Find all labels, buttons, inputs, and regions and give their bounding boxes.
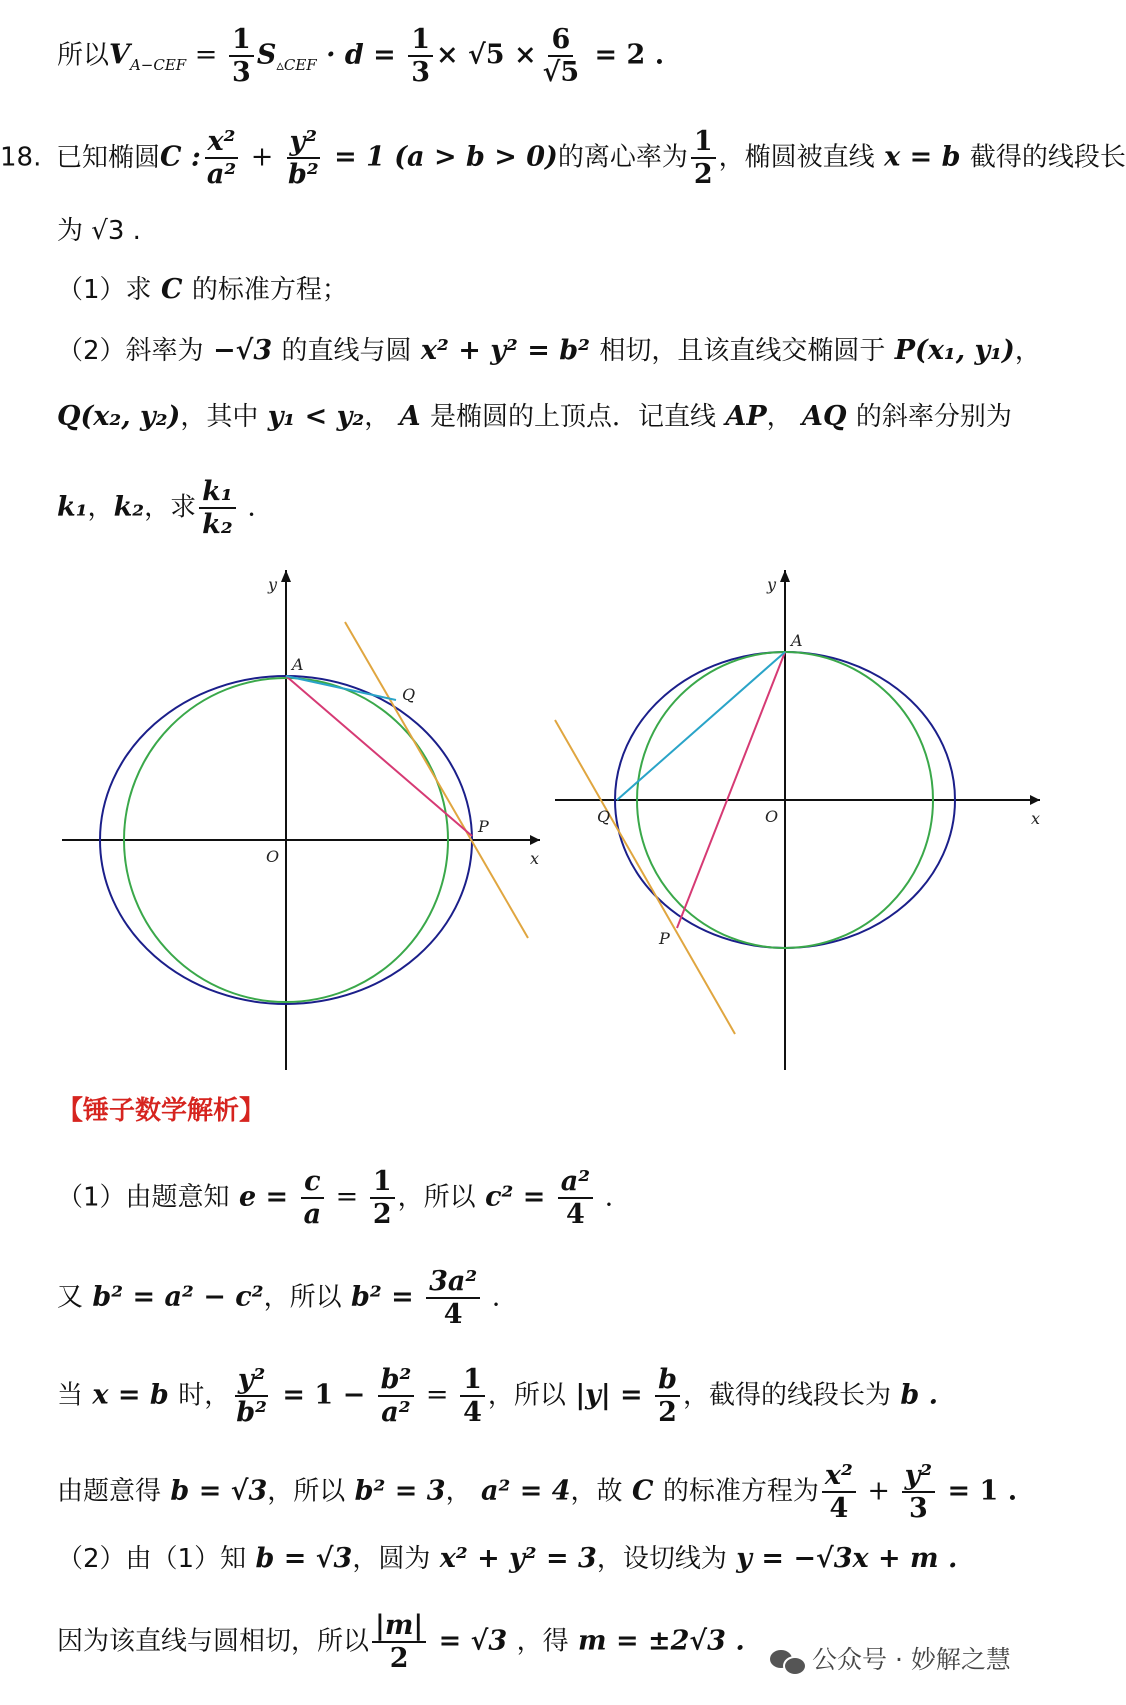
s3-abs: |y| = <box>565 1379 653 1411</box>
wechat-icon <box>770 1648 806 1674</box>
s3-frac-y2-b2: $\frac{\text{y²}}{\text{b²}}$ <box>236 1364 267 1428</box>
s1-frac-a2-4: $\frac{\text{a²}}{4}$ <box>558 1168 593 1228</box>
problem-line-1 <box>0 128 1126 188</box>
part-1-prefix: （1）求 <box>57 275 152 305</box>
s3-frac-b-2: $\frac{b}{2}$ <box>655 1366 680 1426</box>
s4-text-3: 的标准方程为 <box>662 1476 819 1507</box>
part-2-prefix: （2）斜率为 <box>57 336 204 366</box>
q-line-ap: AP <box>715 401 767 432</box>
part-2-text: 的直线与圆 <box>281 336 412 366</box>
q-line-text-3: 的斜率分别为 <box>855 402 1012 432</box>
left-label-y: y <box>268 575 278 594</box>
s2-prefix: 又 <box>57 1282 84 1313</box>
s4-b: b = √3 <box>161 1475 268 1507</box>
s3-prefix: 当 <box>57 1380 84 1411</box>
right-label-p: P <box>659 929 670 948</box>
solution-line-6 <box>57 1612 745 1672</box>
line-x-eq-b: x = b <box>874 141 970 173</box>
s2-b2: b² = <box>341 1281 424 1313</box>
fraction-y2-b2: $\frac{\text{y²}}{\text{b²}}$ <box>287 126 319 190</box>
s1-e: e = <box>229 1181 298 1213</box>
s4-comma: ， <box>445 1476 472 1507</box>
s6-prefix: 因为该直线与圆相切，所以 <box>57 1626 370 1657</box>
part-2-point-p: P(x₁, y₁) <box>885 335 1015 366</box>
k-line <box>57 478 256 538</box>
s1-end: . <box>596 1181 614 1213</box>
eq-sign: = <box>186 39 227 71</box>
s3-text-2: ，所以 <box>487 1380 566 1411</box>
chord-text: ，椭圆被直线 <box>718 142 875 173</box>
k-ask: ，求 <box>144 492 197 523</box>
part-1-line <box>57 276 348 303</box>
right-label-x: x <box>1031 809 1041 828</box>
s5-b: b = √3 <box>246 1543 353 1574</box>
solution-header: 【锤子数学解析】 <box>57 1096 266 1126</box>
q-line-text: ，其中 <box>180 402 259 432</box>
area-subscript: ▵CEF <box>276 55 317 74</box>
s5-tangent: y = −√3x + m . <box>726 1543 958 1574</box>
volume-symbol: V <box>109 39 130 71</box>
fraction-k1-k2: $\frac{\text{k₁}}{\text{k₂}}$ <box>199 478 236 538</box>
s2-frac: $\frac{\text{3a²}}{4}$ <box>426 1268 480 1328</box>
s4-c: C <box>622 1475 663 1507</box>
s6-m: m = ±2√3 . <box>568 1625 745 1657</box>
eccentricity-text: 的离心率为 <box>557 142 688 173</box>
s1-c2: c² = <box>475 1181 555 1213</box>
top-result: = 2 . <box>585 39 665 71</box>
s4-a2: a² = 4 <box>471 1475 571 1507</box>
s5-text: ，圆为 <box>352 1544 431 1574</box>
s2-text: ，所以 <box>263 1282 342 1313</box>
solution-line-1 <box>57 1168 613 1228</box>
s3-frac-quarter: $\frac{1}{4}$ <box>460 1366 485 1426</box>
figure-right <box>545 560 1055 1080</box>
s5-prefix: （2）由（1）知 <box>57 1544 247 1574</box>
s4-b2: b² = 3 <box>345 1475 446 1507</box>
s5-text-2: ，设切线为 <box>596 1544 727 1574</box>
left-tangent-line <box>345 622 528 938</box>
top-prefix: 所以 <box>57 40 110 71</box>
problem-intro: 已知椭圆 <box>55 142 160 173</box>
right-line-ap <box>677 652 785 928</box>
q-line-a: A <box>390 401 430 432</box>
figure-left <box>40 560 560 1080</box>
ellipse-label: C : <box>159 141 201 173</box>
solution-line-4 <box>57 1462 1017 1522</box>
dot-d: · d = <box>316 39 406 71</box>
s4-frac-y2-3: $\frac{\text{y²}}{3}$ <box>902 1462 936 1522</box>
s2-formula: b² = a² − c² <box>83 1281 264 1313</box>
fraction-six-sqrt5: $\frac{6}{√5}$ <box>542 24 580 88</box>
s4-text-2: ，故 <box>570 1476 623 1507</box>
fraction-one-third-2: $\frac{1}{3}$ <box>408 26 433 86</box>
left-label-p: P <box>478 817 489 836</box>
part-1-suffix: 的标准方程； <box>191 275 348 305</box>
s4-frac-x2-4: $\frac{\text{x²}}{4}$ <box>822 1462 856 1522</box>
s6-text: ，得 <box>516 1626 569 1657</box>
s4-prefix: 由题意得 <box>57 1476 162 1507</box>
watermark <box>770 1640 1011 1676</box>
part-2-text-2: 相切，且该直线交椭圆于 <box>599 336 886 366</box>
q-line-comma: ， <box>364 402 391 432</box>
q-line-comma-2: ， <box>766 402 793 432</box>
s1-frac-half: $\frac{1}{2}$ <box>370 1168 395 1228</box>
right-y-arrow <box>780 570 790 582</box>
solution-line-2 <box>57 1268 500 1328</box>
top-formula-line <box>57 26 664 86</box>
right-label-o: O <box>765 807 779 826</box>
plus-sign: + <box>242 141 282 173</box>
right-label-a: A <box>791 631 803 650</box>
q-line <box>57 403 1012 430</box>
solution-line-5 <box>57 1545 957 1572</box>
s4-text: ，所以 <box>267 1476 346 1507</box>
part-2-circle: x² + y² = b² <box>411 335 600 366</box>
solution-line-3 <box>57 1366 938 1426</box>
s6-sqrt3: = √3 <box>429 1625 517 1657</box>
k-end: . <box>238 491 256 523</box>
volume-subscript: A−CEF <box>129 55 187 74</box>
s1-text: ，所以 <box>397 1182 476 1213</box>
left-label-o: O <box>266 847 280 866</box>
s3-x: x = b <box>83 1379 179 1411</box>
right-label-y: y <box>767 575 777 594</box>
s5-circle: x² + y² = 3 <box>430 1543 597 1574</box>
part-2-line <box>57 337 1041 364</box>
part-2-comma: ， <box>1014 336 1041 366</box>
watermark-text: 公众号 · 妙解之慧 <box>812 1645 1011 1674</box>
q-line-text-2: 是椭圆的上顶点．记直线 <box>429 402 716 432</box>
s1-prefix: （1）由题意知 <box>57 1182 230 1213</box>
k2: k₂ <box>113 491 145 523</box>
fraction-one-third: $\frac{1}{3}$ <box>229 26 254 86</box>
chord-text-2: 截得的线段长 <box>969 142 1126 173</box>
fraction-x2-a2: $\frac{\text{x²}}{\text{a²}}$ <box>204 128 239 188</box>
left-line-ap <box>286 676 472 836</box>
left-label-a: A <box>292 655 304 674</box>
s3-end: b . <box>890 1379 939 1411</box>
left-y-arrow <box>281 570 291 582</box>
k-sep: ， <box>87 492 114 523</box>
s1-eq: = <box>327 1181 367 1213</box>
area-symbol: S <box>256 39 277 71</box>
right-tangent-line <box>555 720 735 1034</box>
problem-line-2: 为 √3 . <box>57 216 141 246</box>
problem-number: 18. <box>0 142 42 173</box>
right-x-arrow <box>1030 795 1040 805</box>
right-line-aq <box>617 652 785 800</box>
s1-frac-c-a: $\frac{c}{a}$ <box>301 1168 325 1228</box>
s3-eq: = 1 − <box>272 1379 375 1411</box>
part-1-c: C <box>151 274 192 305</box>
times-sqrt5: × √5 × <box>436 39 537 71</box>
left-x-arrow <box>530 835 540 845</box>
q-line-cond: y₁ < y₂ <box>258 401 365 432</box>
s2-end: . <box>483 1281 501 1313</box>
s3-frac-b2-a2: $\frac{\text{b²}}{\text{a²}}$ <box>378 1366 415 1426</box>
part-2-slope: −√3 <box>203 335 282 366</box>
s3-eq2: = <box>417 1379 458 1411</box>
left-label-q: Q <box>402 685 416 704</box>
s3-text: 时， <box>178 1380 231 1411</box>
s4-end: = 1 . <box>938 1475 1018 1507</box>
fraction-one-half: $\frac{1}{2}$ <box>691 128 716 188</box>
point-q: Q(x₂, y₂) <box>57 401 181 432</box>
k1: k₁ <box>57 491 88 523</box>
s3-text-3: ，截得的线段长为 <box>682 1380 891 1411</box>
q-line-aq: AQ <box>792 401 856 432</box>
left-label-x: x <box>530 849 540 868</box>
s4-plus: + <box>858 1475 899 1507</box>
s6-frac: $\frac{|m|}{2}$ <box>372 1612 426 1672</box>
ellipse-condition: = 1 (a > b > 0) <box>324 141 558 173</box>
right-label-q: Q <box>597 807 611 826</box>
